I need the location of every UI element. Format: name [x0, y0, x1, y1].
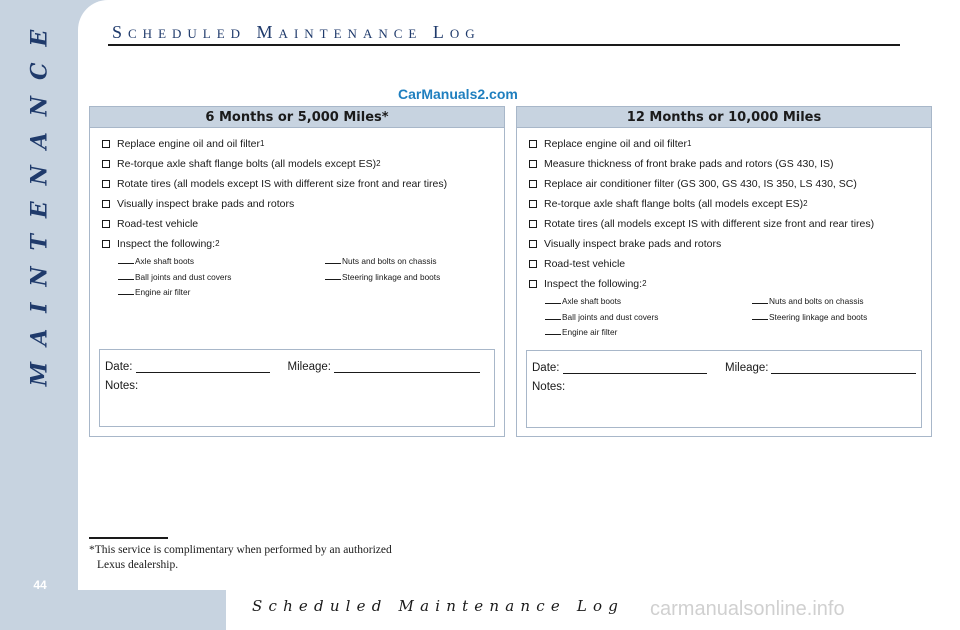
task-label: Road-test vehicle [117, 218, 199, 230]
task-list [90, 128, 504, 254]
checkbox-icon[interactable] [529, 280, 537, 288]
task-item[interactable]: Inspect the following: 2 [102, 234, 494, 254]
inspect-label: Ball joints and dust covers [135, 271, 232, 282]
checkbox-icon[interactable] [529, 180, 537, 188]
service-panel-12-months [516, 106, 932, 437]
inspect-item[interactable] [118, 254, 325, 270]
inspect-item[interactable] [545, 325, 752, 341]
task-label: Visually inspect brake pads and rotors [544, 238, 722, 250]
mileage-field[interactable] [771, 362, 916, 374]
page-number: 44 [33, 578, 47, 592]
service-record-box [99, 349, 495, 427]
task-label: Replace engine oil and oil filter [544, 138, 688, 150]
panel-title: 12 Months or 10,000 Miles [517, 107, 931, 128]
inspect-label: Engine air filter [135, 287, 191, 297]
task-item[interactable] [102, 174, 494, 194]
task-item[interactable] [102, 214, 494, 234]
inspect-label: Axle shaft boots [135, 256, 195, 266]
record-row [105, 356, 489, 373]
task-label: Inspect the following: [117, 238, 216, 250]
side-section-label [22, 13, 56, 387]
task-item[interactable] [529, 214, 921, 234]
service-record-box [526, 350, 922, 428]
task-label: Re-torque axle shaft flange bolts (all models except ES) [117, 158, 377, 170]
inspect-label: Engine air filter [562, 327, 618, 337]
mileage-field[interactable] [334, 361, 480, 373]
date-field[interactable] [136, 361, 270, 373]
inspect-item[interactable] [325, 270, 505, 286]
checkbox-icon[interactable] [102, 200, 110, 208]
blank-line[interactable] [545, 312, 561, 320]
inspect-label: Steering linkage and boots [342, 271, 441, 282]
blank-line[interactable] [545, 327, 561, 335]
task-item[interactable]: Inspect the following: 2 [529, 274, 921, 294]
task-item[interactable] [529, 234, 921, 254]
blank-line[interactable] [752, 312, 768, 320]
inspect-item[interactable] [118, 285, 325, 301]
page-title: Scheduled Maintenance Log [112, 22, 481, 42]
date-label: Date: [532, 362, 560, 374]
blank-line[interactable] [118, 256, 134, 264]
blank-line[interactable] [118, 272, 134, 280]
checkbox-icon[interactable] [529, 200, 537, 208]
checkbox-icon[interactable] [529, 260, 537, 268]
inspect-item[interactable] [545, 294, 752, 310]
inspect-label: Nuts and bolts on chassis [769, 296, 864, 306]
task-item[interactable] [529, 154, 921, 174]
footer-title: Scheduled Maintenance Log [252, 597, 625, 615]
watermark-link[interactable]: CarManuals2.com [398, 86, 518, 102]
inspect-item[interactable] [325, 254, 505, 270]
footnote-line-1: *This service is complimentary when performed by an authorized [89, 544, 392, 556]
checkbox-icon[interactable] [529, 140, 537, 148]
blank-line[interactable] [325, 272, 341, 280]
checkbox-icon[interactable] [102, 220, 110, 228]
task-label: Rotate tires (all models except IS with different size front and rear tires) [544, 218, 875, 230]
inspect-item[interactable] [752, 310, 932, 326]
blank-line[interactable] [545, 296, 561, 304]
inspect-item[interactable] [545, 310, 752, 326]
task-list [517, 128, 931, 294]
task-item[interactable]: Replace engine oil and oil filter 1 [529, 134, 921, 154]
side-section-text: MAINTENANCE [26, 13, 52, 387]
task-label: Rotate tires (all models except IS with different size front and rear tires) [117, 178, 448, 190]
date-field[interactable] [563, 362, 708, 374]
date-label: Date: [105, 361, 133, 373]
notes-label: Notes: [532, 381, 566, 393]
inspect-label: Axle shaft boots [562, 296, 622, 306]
task-label: Road-test vehicle [544, 258, 626, 270]
task-label: Replace air conditioner filter (GS 300, GS 430, IS 350, LS 430, SC) [544, 178, 857, 190]
checkbox-icon[interactable] [529, 220, 537, 228]
task-label: Inspect the following: [544, 278, 643, 290]
task-item[interactable] [102, 194, 494, 214]
task-item[interactable] [529, 254, 921, 274]
footnote-rule [89, 537, 168, 539]
panel-title: 6 Months or 5,000 Miles* [90, 107, 504, 128]
task-item[interactable]: Re-torque axle shaft flange bolts (all models except ES) 2 [529, 194, 921, 214]
record-row [532, 357, 916, 374]
mileage-label: Mileage: [287, 361, 331, 373]
checkbox-icon[interactable] [102, 180, 110, 188]
checkbox-icon[interactable] [529, 240, 537, 248]
blank-line[interactable] [752, 296, 768, 304]
inspect-label: Steering linkage and boots [769, 311, 868, 322]
title-rule [108, 44, 900, 46]
checkbox-icon[interactable] [102, 160, 110, 168]
task-item[interactable] [529, 174, 921, 194]
checkbox-icon[interactable] [529, 160, 537, 168]
inspect-checklist [517, 294, 931, 341]
task-item[interactable]: Re-torque axle shaft flange bolts (all models except ES) 2 [102, 154, 494, 174]
blank-line[interactable] [118, 287, 134, 295]
inspect-checklist [90, 254, 504, 301]
task-label: Re-torque axle shaft flange bolts (all models except ES) [544, 198, 804, 210]
bottom-strip [0, 590, 226, 630]
inspect-label: Nuts and bolts on chassis [342, 256, 437, 266]
task-label: Measure thickness of front brake pads and rotors (GS 430, IS) [544, 158, 834, 170]
mileage-label: Mileage: [725, 362, 769, 374]
task-label: Visually inspect brake pads and rotors [117, 198, 295, 210]
footnote [89, 543, 392, 573]
service-panel-6-months [89, 106, 505, 437]
inspect-label: Ball joints and dust covers [562, 311, 659, 322]
task-label: Replace engine oil and oil filter [117, 138, 261, 150]
notes-label: Notes: [105, 380, 139, 392]
blank-line[interactable] [325, 256, 341, 264]
site-watermark: carmanualsonline.info [650, 598, 845, 620]
inspect-item[interactable] [118, 270, 325, 286]
inspect-item[interactable] [752, 294, 932, 310]
task-item[interactable]: Replace engine oil and oil filter 1 [102, 134, 494, 154]
checkbox-icon[interactable] [102, 240, 110, 248]
checkbox-icon[interactable] [102, 140, 110, 148]
footnote-line-2: Lexus dealership. [97, 559, 179, 571]
